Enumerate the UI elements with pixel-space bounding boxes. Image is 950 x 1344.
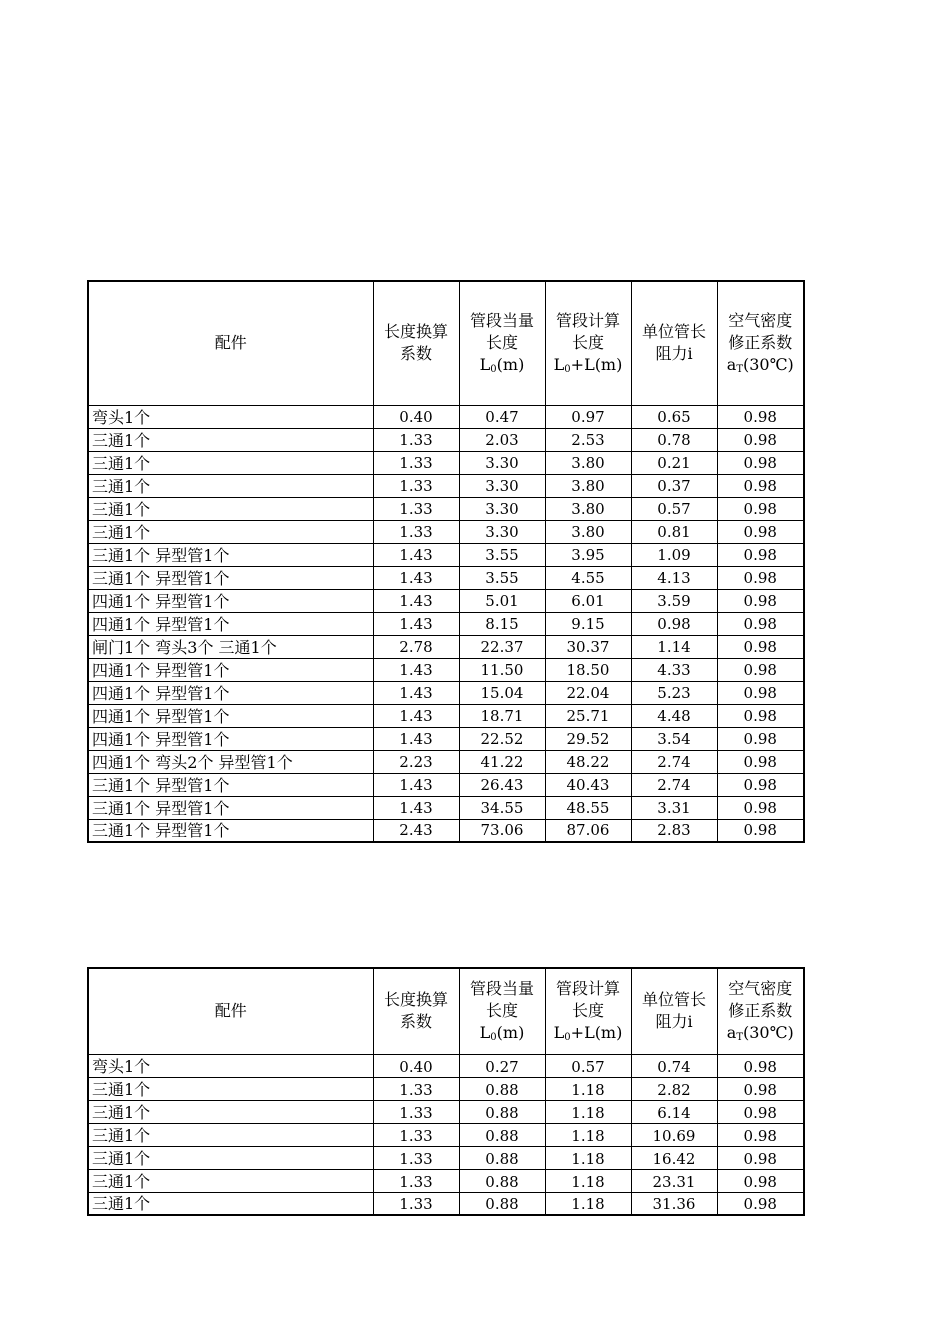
cell-unit-resistance: 4.48 (631, 704, 717, 727)
cell-length-coefficient: 1.43 (373, 543, 459, 566)
cell-calculated-length: 3.80 (545, 474, 631, 497)
cell-length-coefficient: 1.43 (373, 681, 459, 704)
cell-air-density-correction: 0.98 (717, 405, 804, 428)
cell-unit-resistance: 0.81 (631, 520, 717, 543)
cell-calculated-length: 1.18 (545, 1123, 631, 1146)
cell-unit-resistance: 3.31 (631, 796, 717, 819)
cell-air-density-correction: 0.98 (717, 681, 804, 704)
header-fitting: 配件 (88, 281, 373, 405)
cell-fitting: 三通1个 异型管1个 (88, 773, 373, 796)
cell-equivalent-length: 22.37 (459, 635, 545, 658)
cell-length-coefficient: 1.33 (373, 1169, 459, 1192)
cell-length-coefficient: 1.33 (373, 1192, 459, 1215)
table-row (88, 612, 804, 635)
cell-air-density-correction: 0.98 (717, 658, 804, 681)
cell-unit-resistance: 4.33 (631, 658, 717, 681)
cell-unit-resistance: 1.09 (631, 543, 717, 566)
header-equivalent-length: 管段当量 长度 $L_0(m)$ (459, 281, 545, 405)
cell-length-coefficient: 2.23 (373, 750, 459, 773)
cell-equivalent-length: 26.43 (459, 773, 545, 796)
cell-unit-resistance: 5.23 (631, 681, 717, 704)
cell-fitting: 三通1个 (88, 1192, 373, 1215)
cell-air-density-correction: 0.98 (717, 819, 804, 842)
cell-fitting: 三通1个 (88, 428, 373, 451)
cell-length-coefficient: 1.33 (373, 1123, 459, 1146)
cell-fitting: 三通1个 异型管1个 (88, 796, 373, 819)
cell-equivalent-length: 0.27 (459, 1054, 545, 1077)
cell-calculated-length: 3.80 (545, 497, 631, 520)
cell-calculated-length: 1.18 (545, 1146, 631, 1169)
cell-fitting: 三通1个 (88, 520, 373, 543)
cell-air-density-correction: 0.98 (717, 543, 804, 566)
cell-fitting: 三通1个 (88, 474, 373, 497)
header-fitting: 配件 (88, 968, 373, 1054)
table-row (88, 635, 804, 658)
table-row (88, 773, 804, 796)
cell-air-density-correction: 0.98 (717, 704, 804, 727)
cell-air-density-correction: 0.98 (717, 474, 804, 497)
table-row (88, 1100, 804, 1123)
cell-length-coefficient: 1.33 (373, 451, 459, 474)
table-row (88, 681, 804, 704)
cell-calculated-length: 6.01 (545, 589, 631, 612)
cell-fitting: 弯头1个 (88, 405, 373, 428)
cell-equivalent-length: 3.55 (459, 543, 545, 566)
cell-equivalent-length: 0.88 (459, 1077, 545, 1100)
table-row (88, 796, 804, 819)
cell-length-coefficient: 1.43 (373, 612, 459, 635)
cell-unit-resistance: 0.98 (631, 612, 717, 635)
cell-equivalent-length: 0.88 (459, 1192, 545, 1215)
cell-fitting: 弯头1个 (88, 1054, 373, 1077)
cell-calculated-length: 40.43 (545, 773, 631, 796)
cell-air-density-correction: 0.98 (717, 727, 804, 750)
table-row (88, 428, 804, 451)
cell-unit-resistance: 23.31 (631, 1169, 717, 1192)
table-header (88, 968, 804, 1054)
cell-calculated-length: 9.15 (545, 612, 631, 635)
cell-unit-resistance: 2.82 (631, 1077, 717, 1100)
cell-equivalent-length: 3.30 (459, 497, 545, 520)
table-header (88, 281, 804, 405)
header-calculated-length: 管段计算 长度 $L_0+L(m)$ (545, 281, 631, 405)
cell-unit-resistance: 2.83 (631, 819, 717, 842)
cell-calculated-length: 0.57 (545, 1054, 631, 1077)
cell-equivalent-length: 0.47 (459, 405, 545, 428)
cell-fitting: 三通1个 (88, 1146, 373, 1169)
cell-fitting: 四通1个 异型管1个 (88, 704, 373, 727)
cell-calculated-length: 2.53 (545, 428, 631, 451)
cell-length-coefficient: 1.33 (373, 1146, 459, 1169)
cell-fitting: 三通1个 (88, 1077, 373, 1100)
cell-unit-resistance: 31.36 (631, 1192, 717, 1215)
cell-unit-resistance: 1.14 (631, 635, 717, 658)
cell-length-coefficient: 1.43 (373, 589, 459, 612)
cell-calculated-length: 30.37 (545, 635, 631, 658)
cell-equivalent-length: 73.06 (459, 819, 545, 842)
table-row (88, 1077, 804, 1100)
cell-length-coefficient: 1.43 (373, 566, 459, 589)
table-row (88, 658, 804, 681)
table-row (88, 1123, 804, 1146)
table-row (88, 1192, 804, 1215)
cell-air-density-correction: 0.98 (717, 750, 804, 773)
cell-length-coefficient: 1.33 (373, 474, 459, 497)
pipe-resistance-table-2 (87, 967, 805, 1216)
header-air-density-correction: 空气密度 修正系数 $a_T(30℃)$ (717, 968, 804, 1054)
cell-fitting: 三通1个 (88, 497, 373, 520)
table-row (88, 589, 804, 612)
cell-equivalent-length: 3.30 (459, 520, 545, 543)
cell-length-coefficient: 1.33 (373, 428, 459, 451)
cell-calculated-length: 0.97 (545, 405, 631, 428)
cell-calculated-length: 1.18 (545, 1100, 631, 1123)
cell-fitting: 四通1个 异型管1个 (88, 658, 373, 681)
cell-unit-resistance: 0.21 (631, 451, 717, 474)
cell-calculated-length: 29.52 (545, 727, 631, 750)
cell-calculated-length: 1.18 (545, 1077, 631, 1100)
cell-fitting: 三通1个 (88, 1123, 373, 1146)
cell-fitting: 四通1个 异型管1个 (88, 681, 373, 704)
cell-air-density-correction: 0.98 (717, 589, 804, 612)
cell-calculated-length: 18.50 (545, 658, 631, 681)
header-length-coefficient: 长度换算 系数 (373, 968, 459, 1054)
cell-equivalent-length: 2.03 (459, 428, 545, 451)
cell-equivalent-length: 0.88 (459, 1100, 545, 1123)
cell-fitting: 三通1个 异型管1个 (88, 819, 373, 842)
cell-unit-resistance: 2.74 (631, 773, 717, 796)
header-equivalent-length: 管段当量 长度 $L_0(m)$ (459, 968, 545, 1054)
table-row (88, 520, 804, 543)
cell-equivalent-length: 8.15 (459, 612, 545, 635)
cell-equivalent-length: 0.88 (459, 1123, 545, 1146)
cell-length-coefficient: 0.40 (373, 405, 459, 428)
cell-equivalent-length: 11.50 (459, 658, 545, 681)
cell-unit-resistance: 0.57 (631, 497, 717, 520)
cell-fitting: 三通1个 (88, 1100, 373, 1123)
cell-calculated-length: 48.55 (545, 796, 631, 819)
cell-calculated-length: 1.18 (545, 1192, 631, 1215)
cell-fitting: 四通1个 弯头2个 异型管1个 (88, 750, 373, 773)
table-row (88, 543, 804, 566)
cell-air-density-correction: 0.98 (717, 1100, 804, 1123)
cell-fitting: 四通1个 异型管1个 (88, 727, 373, 750)
cell-calculated-length: 1.18 (545, 1169, 631, 1192)
cell-air-density-correction: 0.98 (717, 1169, 804, 1192)
cell-air-density-correction: 0.98 (717, 1192, 804, 1215)
cell-fitting: 三通1个 异型管1个 (88, 543, 373, 566)
cell-unit-resistance: 4.13 (631, 566, 717, 589)
cell-unit-resistance: 16.42 (631, 1146, 717, 1169)
cell-calculated-length: 48.22 (545, 750, 631, 773)
cell-unit-resistance: 2.74 (631, 750, 717, 773)
cell-equivalent-length: 41.22 (459, 750, 545, 773)
cell-calculated-length: 25.71 (545, 704, 631, 727)
cell-unit-resistance: 0.37 (631, 474, 717, 497)
cell-equivalent-length: 0.88 (459, 1146, 545, 1169)
cell-air-density-correction: 0.98 (717, 566, 804, 589)
cell-air-density-correction: 0.98 (717, 520, 804, 543)
cell-calculated-length: 3.95 (545, 543, 631, 566)
cell-length-coefficient: 1.43 (373, 796, 459, 819)
cell-equivalent-length: 0.88 (459, 1169, 545, 1192)
table-row (88, 750, 804, 773)
cell-unit-resistance: 0.78 (631, 428, 717, 451)
cell-length-coefficient: 1.33 (373, 1077, 459, 1100)
cell-fitting: 三通1个 异型管1个 (88, 566, 373, 589)
cell-equivalent-length: 22.52 (459, 727, 545, 750)
cell-length-coefficient: 0.40 (373, 1054, 459, 1077)
cell-calculated-length: 3.80 (545, 451, 631, 474)
cell-unit-resistance: 3.59 (631, 589, 717, 612)
cell-air-density-correction: 0.98 (717, 1146, 804, 1169)
cell-air-density-correction: 0.98 (717, 635, 804, 658)
cell-air-density-correction: 0.98 (717, 1123, 804, 1146)
cell-unit-resistance: 0.74 (631, 1054, 717, 1077)
cell-fitting: 三通1个 (88, 451, 373, 474)
table-row (88, 566, 804, 589)
cell-calculated-length: 22.04 (545, 681, 631, 704)
table-row (88, 497, 804, 520)
cell-length-coefficient: 1.33 (373, 497, 459, 520)
header-unit-resistance: 单位管长 阻力i (631, 968, 717, 1054)
table-row (88, 819, 804, 842)
table-row (88, 1054, 804, 1077)
cell-calculated-length: 3.80 (545, 520, 631, 543)
cell-unit-resistance: 0.65 (631, 405, 717, 428)
cell-length-coefficient: 1.43 (373, 658, 459, 681)
cell-length-coefficient: 2.43 (373, 819, 459, 842)
cell-unit-resistance: 3.54 (631, 727, 717, 750)
header-calculated-length: 管段计算 长度 $L_0+L(m)$ (545, 968, 631, 1054)
cell-fitting: 闸门1个 弯头3个 三通1个 (88, 635, 373, 658)
cell-equivalent-length: 18.71 (459, 704, 545, 727)
cell-air-density-correction: 0.98 (717, 773, 804, 796)
cell-equivalent-length: 5.01 (459, 589, 545, 612)
table-body (88, 405, 804, 842)
header-unit-resistance: 单位管长 阻力i (631, 281, 717, 405)
table-row (88, 1146, 804, 1169)
cell-air-density-correction: 0.98 (717, 451, 804, 474)
cell-air-density-correction: 0.98 (717, 1054, 804, 1077)
cell-length-coefficient: 1.43 (373, 773, 459, 796)
cell-equivalent-length: 15.04 (459, 681, 545, 704)
header-length-coefficient: 长度换算 系数 (373, 281, 459, 405)
table-row (88, 1169, 804, 1192)
cell-equivalent-length: 34.55 (459, 796, 545, 819)
cell-fitting: 四通1个 异型管1个 (88, 589, 373, 612)
cell-air-density-correction: 0.98 (717, 796, 804, 819)
pipe-resistance-table-1 (87, 280, 805, 843)
cell-fitting: 三通1个 (88, 1169, 373, 1192)
cell-length-coefficient: 1.43 (373, 704, 459, 727)
cell-unit-resistance: 10.69 (631, 1123, 717, 1146)
table-row (88, 704, 804, 727)
cell-equivalent-length: 3.30 (459, 451, 545, 474)
cell-equivalent-length: 3.55 (459, 566, 545, 589)
cell-length-coefficient: 1.33 (373, 1100, 459, 1123)
cell-fitting: 四通1个 异型管1个 (88, 612, 373, 635)
table-row (88, 727, 804, 750)
table-row (88, 474, 804, 497)
cell-length-coefficient: 1.33 (373, 520, 459, 543)
cell-calculated-length: 87.06 (545, 819, 631, 842)
cell-calculated-length: 4.55 (545, 566, 631, 589)
cell-length-coefficient: 1.43 (373, 727, 459, 750)
cell-air-density-correction: 0.98 (717, 612, 804, 635)
cell-length-coefficient: 2.78 (373, 635, 459, 658)
cell-air-density-correction: 0.98 (717, 1077, 804, 1100)
cell-equivalent-length: 3.30 (459, 474, 545, 497)
cell-air-density-correction: 0.98 (717, 428, 804, 451)
table-row (88, 405, 804, 428)
table-body (88, 1054, 804, 1215)
header-air-density-correction: 空气密度 修正系数 $a_T(30℃)$ (717, 281, 804, 405)
cell-unit-resistance: 6.14 (631, 1100, 717, 1123)
table-row (88, 451, 804, 474)
cell-air-density-correction: 0.98 (717, 497, 804, 520)
